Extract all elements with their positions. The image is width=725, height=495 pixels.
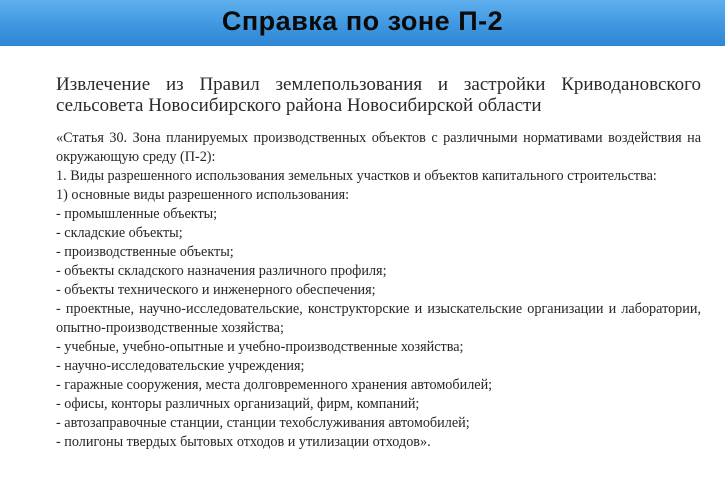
list-item: - проектные, научно-исследовательские, конструкторские и изыскательские организации и лаборатории, опытно-производственные хозяйства; — [56, 301, 701, 336]
list-item: - полигоны твердых бытовых отходов и утилизации отходов». — [56, 434, 431, 450]
list-item: - автозаправочные станции, станции техобслуживания автомобилей; — [56, 415, 470, 431]
subsection-1-heading: 1) основные виды разрешенного использования: — [56, 187, 350, 203]
list-item: - промышленные объекты; — [56, 206, 218, 222]
list-item: - объекты технического и инженерного обеспечения; — [56, 282, 376, 298]
list-item: - объекты складского назначения различного профиля; — [56, 263, 387, 279]
list-item: - складские объекты; — [56, 225, 183, 241]
list-item: - учебные, учебно-опытные и учебно-производственные хозяйства; — [56, 339, 464, 355]
document-heading: Извлечение из Правил землепользования и застройки Криводановского сельсовета Новосибирского района Новосибирской области — [56, 74, 701, 116]
list-item: - офисы, конторы различных организаций, фирм, компаний; — [56, 396, 420, 412]
article-intro: «Статья 30. Зона планируемых производственных объектов с различными нормативами воздействия на окружающую среду (П-2): — [56, 130, 701, 165]
section-1-heading: 1. Виды разрешенного использования земельных участков и объектов капитального строительства: — [56, 168, 657, 184]
list-item: - гаражные сооружения, места долговременного хранения автомобилей; — [56, 377, 493, 393]
list-item: - научно-исследовательские учреждения; — [56, 358, 305, 374]
list-item: - производственные объекты; — [56, 244, 234, 260]
document-body — [56, 129, 701, 452]
page-title: Справка по зоне П-2 — [221, 6, 504, 36]
title-banner — [0, 0, 725, 46]
